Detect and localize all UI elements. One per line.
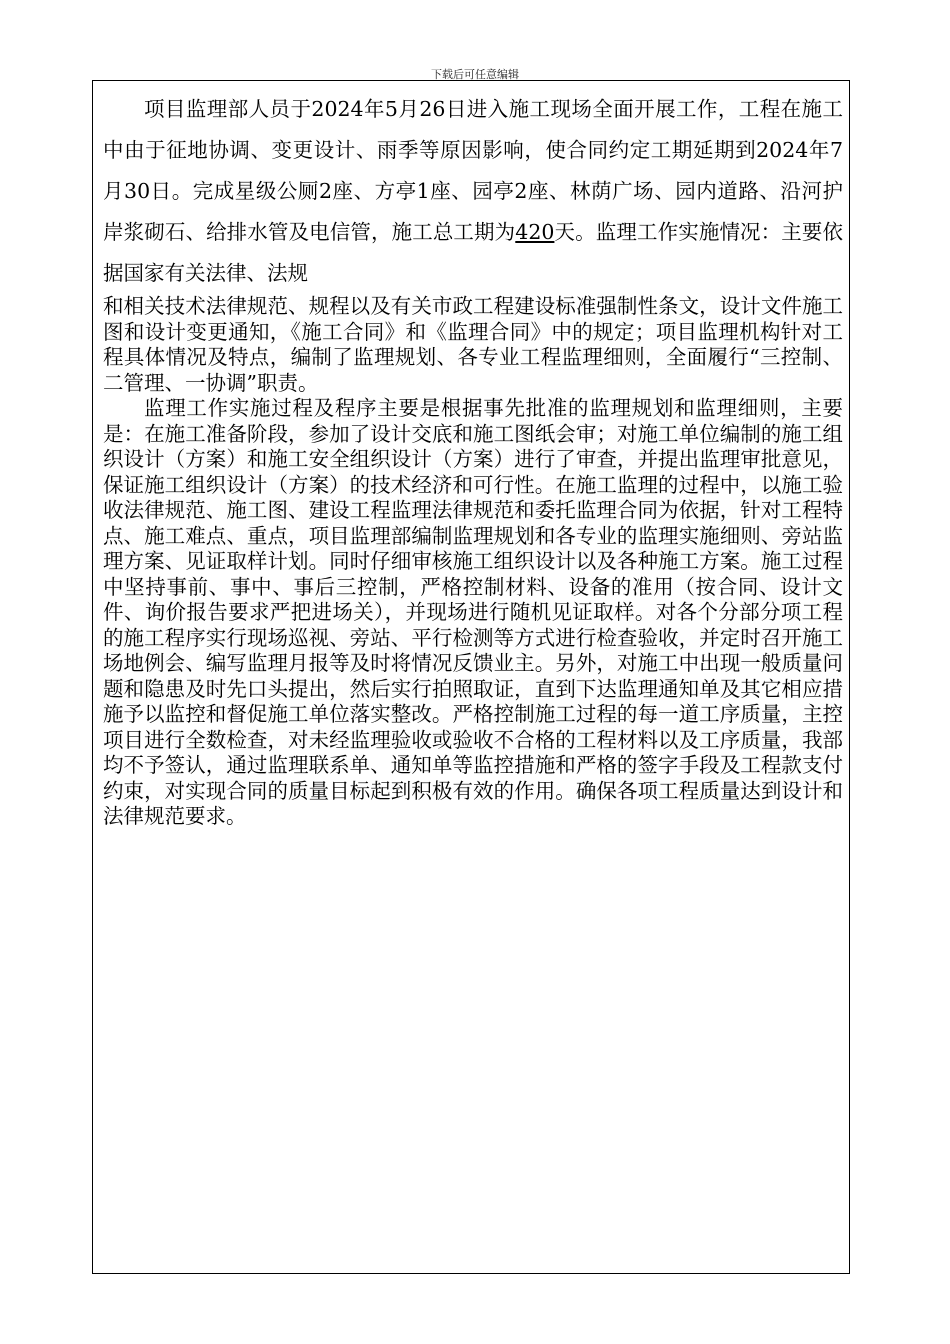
header-note: 下载后可任意编辑 [431,68,519,81]
paragraph-2: 监理工作实施过程及程序主要是根据事先批准的监理规划和监理细则，主要是：在施工准备阶段，参加了设计交底和施工图纸会审；对施工单位编制的施工组织设计（方案）和施工安全组织设计（方案）进行了审查，并提出监理审批意见，保证施工组织设计（方案）的技术经济和可行性。在施工监理的过程中，以施工验收法律规范、施工图、建设工程监理法律规范和委托监理合同为依据，针对工程特点、施工难点、重点，项目监理部编制监理规划和各专业的监理实施细则、旁站监理方案、见证取样计划。同时仔细审核施工组织设计以及各种施工方案。施工过程中坚持事前、事中、事后三控制，严格控制材料、设备的准用（按合同、设计文件、询价报告要求严把进场关），并现场进行随机见证取样。对各个分部分项工程的施工程序实行现场巡视、旁站、平行检测等方式进行检查验收，并定时召开施工场地例会、编写监理月报等及时将情况反馈业主。另外，对施工中出现一般质量问题和隐患及时先口头提出，然后实行拍照取证，直到下达监理通知单及其它相应措施予以监控和督促施工单位落实整改。严格控制施工过程的每一道工序质量，主控项目进行全数检查，对未经监理验收或验收不合格的工程材料以及工序质量，我部均不予签认，通过监理联系单、通知单等监控措施和严格的签字手段及工程款支付约束，对实现合同的质量目标起到积极有效的作用。确保各项工程质量达到设计和法律规范要求。 [103,396,843,828]
paragraph-1-text-b: 天。监理工作实施情况：主要依据国家有关法律、法规 [103,220,844,285]
document-frame [92,80,850,1274]
paragraph-1 [103,89,843,396]
paragraph-1-text-a: 项目监理部人员于2024年5月26日进入施工现场全面开展工作，工程在施工中由于征地协调、变更设计、雨季等原因影响，使合同约定工期延期到2024年7月30日。完成星级公厕2座、方亭1座、园亭2座、林荫广场、园内道路、沿河护岸浆砌石、给排水管及电信管，施工总工期为 [103,97,843,244]
document-body [103,89,843,830]
paragraph-1-text-c: 和相关技术法律规范、规程以及有关市政工程建设标准强制性条文，设计文件施工图和设计变更通知，《施工合同》和《监理合同》中的规定；项目监理机构针对工程具体情况及特点，编制了监理规划、各专业工程监理细则，全面履行“三控制、二管理、一协调”职责。 [103,294,843,395]
construction-duration: 420 [515,220,555,244]
